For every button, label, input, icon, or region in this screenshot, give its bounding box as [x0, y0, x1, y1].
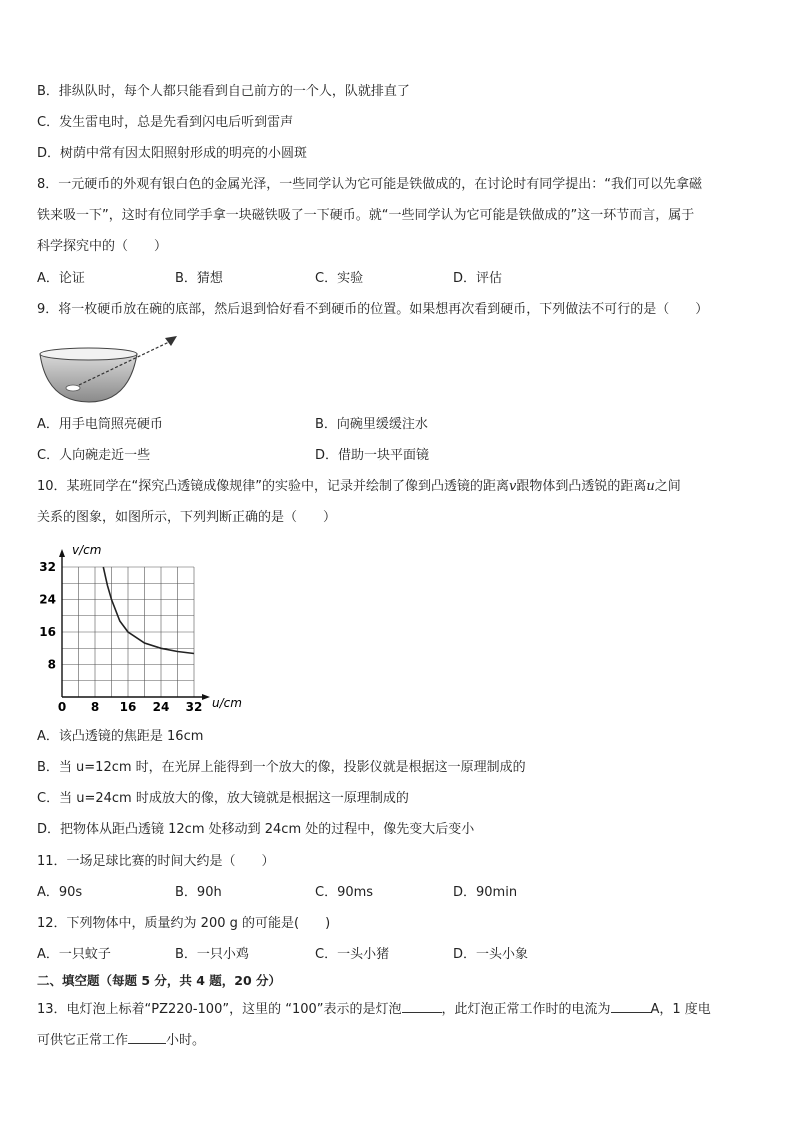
chart-x-axis-label: u/cm — [212, 696, 242, 710]
q12-option-b: B．一只小鸡 — [175, 947, 249, 962]
q13-line2 — [37, 1029, 205, 1050]
q9-option-b: B．向碗里缓缓注水 — [315, 417, 428, 432]
q13-line1 — [37, 998, 711, 1019]
x-tick-label: 24 — [152, 700, 170, 714]
q13-text-3: A，1 度电 — [650, 1002, 711, 1017]
q11-option-d: D．90min — [453, 885, 518, 900]
q13-text-2: ，此灯泡正常工作时的电流为 — [441, 1002, 611, 1017]
q11-option-c: C．90ms — [315, 885, 374, 900]
q7-option-b: B．排纵队时，每个人都只能看到自己前方的一个人，队就排直了 — [37, 84, 410, 99]
chart-series-line — [103, 567, 194, 654]
q9-stem: 9．将一枚硬币放在碗的底部，然后退到恰好看不到硬币的位置。如果想再次看到硬币，下列做法不可行的是（ ） — [37, 302, 709, 317]
q8-option-c: C．实验 — [315, 271, 364, 286]
q10-stem-part1: 10．某班同学在“探究凸透镜成像规律”的实验中，记录并绘制了像到凸透镜的距离 — [37, 479, 510, 494]
q13-blank-1 — [402, 998, 442, 1013]
q8-option-b: B．猜想 — [175, 271, 223, 286]
coin-shape — [66, 385, 80, 391]
q13-text-5: 小时。 — [166, 1033, 206, 1048]
q9-option-d: D．借助一块平面镜 — [315, 448, 430, 463]
chart-y-axis-label: v/cm — [72, 543, 102, 557]
q13-blank-2 — [611, 998, 651, 1013]
x-tick-label: 8 — [90, 700, 100, 714]
q9-option-c: C．人向碗走近一些 — [37, 448, 151, 463]
q10-var-u: u — [646, 479, 655, 494]
q11-option-a: A．90s — [37, 885, 83, 900]
q10-stem-line1 — [37, 478, 681, 496]
q8-stem-line2: 铁来吸一下”，这时有位同学手拿一块磁铁吸了一下硬币。就“一些同学认为它可能是铁做成的”这一环节而言，属于 — [37, 208, 695, 223]
q10-stem-line2: 关系的图象，如图所示，下列判断正确的是（ ） — [37, 510, 337, 525]
y-axis-arrow — [59, 549, 65, 557]
bowl-shape — [40, 354, 137, 402]
x-tick-label: 0 — [57, 700, 67, 714]
q8-option-d: D．评估 — [453, 271, 503, 286]
y-tick-label: 32 — [39, 560, 56, 574]
q12-option-d: D．一头小象 — [453, 947, 529, 962]
lens-image-distance-chart — [32, 540, 252, 715]
q9-option-a: A．用手电筒照亮硬币 — [37, 417, 163, 432]
q10-option-d: D．把物体从距凸透镜 12cm 处移动到 24cm 处的过程中，像先变大后变小 — [37, 822, 475, 837]
q10-var-v: v — [509, 479, 517, 494]
q10-stem-part2: 跟物体到凸透锐的距离 — [516, 479, 647, 494]
eye-icon — [165, 336, 177, 346]
q10-option-a: A．该凸透镜的焦距是 16cm — [37, 729, 204, 744]
section-title-fill-in: 二、填空题（每题 5 分，共 4 题，20 分） — [37, 973, 282, 988]
x-axis-arrow — [202, 694, 210, 700]
q13-text-1: 13．电灯泡上标着“PZ220-100”，这里的 “100”表示的是灯泡 — [37, 1002, 402, 1017]
x-tick-label: 32 — [185, 700, 203, 714]
bowl-coin-figure — [37, 330, 185, 405]
y-tick-label: 24 — [39, 592, 56, 607]
q12-stem: 12．下列物体中，质量约为 200 g 的可能是( ) — [37, 916, 331, 931]
q11-stem: 11．一场足球比赛的时间大约是（ ） — [37, 854, 275, 869]
q10-stem-part3: 之间 — [654, 479, 681, 494]
y-tick-label: 8 — [47, 657, 56, 672]
q7-option-c: C．发生雷电时，总是先看到闪电后听到雷声 — [37, 115, 294, 130]
bowl-rim — [40, 348, 137, 360]
q13-text-4: 可供它正常工作 — [37, 1033, 129, 1048]
q10-option-b: B．当 u=12cm 时，在光屏上能得到一个放大的像，投影仪就是根据这一原理制成的 — [37, 760, 526, 775]
q12-option-a: A．一只蚊子 — [37, 947, 111, 962]
q7-option-d: D．树荫中常有因太阳照射形成的明亮的小圆斑 — [37, 146, 308, 161]
q12-option-c: C．一头小猪 — [315, 947, 390, 962]
x-tick-label: 16 — [119, 700, 137, 714]
q8-stem-line3: 科学探究中的（ ） — [37, 239, 168, 254]
q10-option-c: C．当 u=24cm 时成放大的像，放大镜就是根据这一原理制成的 — [37, 791, 409, 806]
q13-blank-3 — [128, 1029, 166, 1044]
q11-option-b: B．90h — [175, 885, 222, 900]
y-tick-label: 16 — [39, 625, 56, 639]
q8-stem-line1: 8．一元硬币的外观有银白色的金属光泽，一些同学认为它可能是铁做成的，在讨论时有同学提出：“我们可以先拿磁 — [37, 177, 703, 192]
chart-axes — [59, 549, 210, 700]
q8-option-a: A．论证 — [37, 271, 85, 286]
